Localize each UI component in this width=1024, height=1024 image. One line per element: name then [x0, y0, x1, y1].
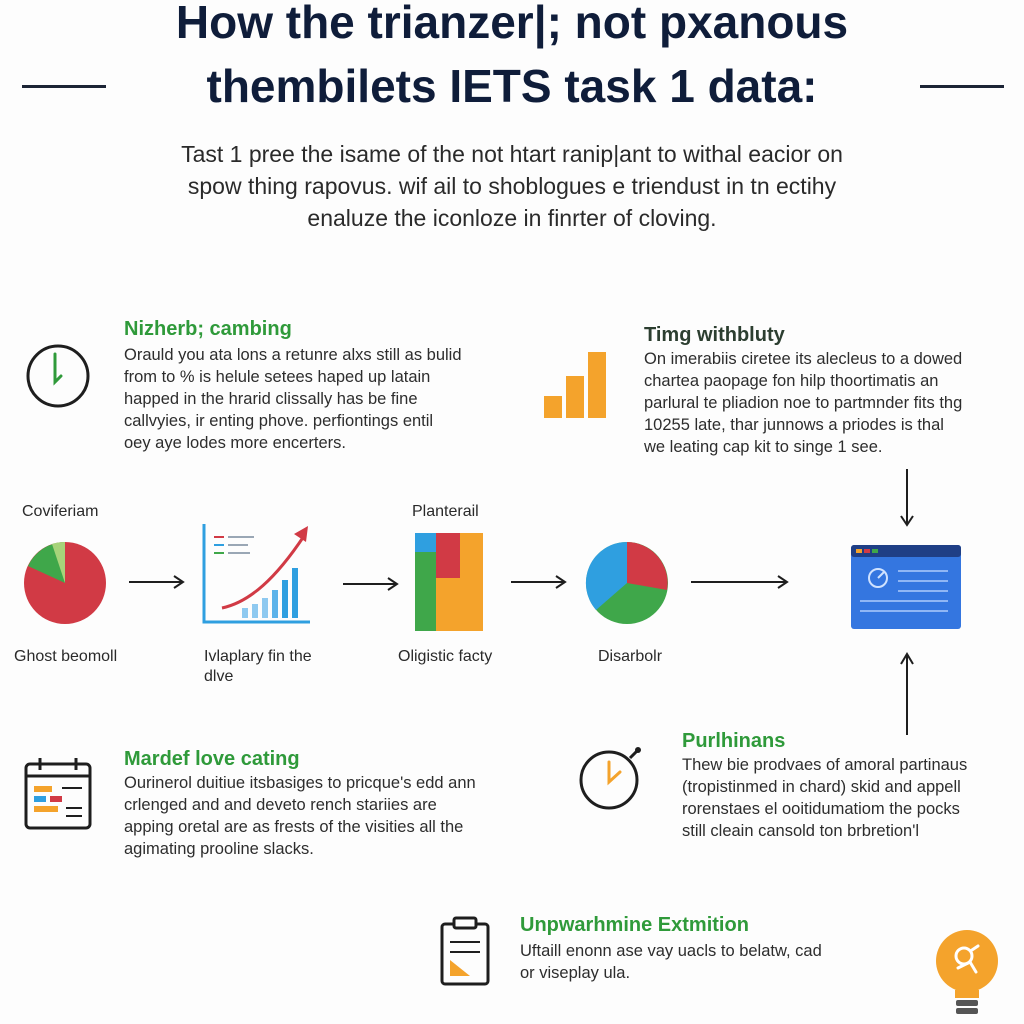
section-line: Orauld you ata lons a retunre alxs still as bulid — [124, 346, 462, 364]
section-line: Ourinerol duitiue itsbasiges to pricque's edd ann — [124, 774, 476, 792]
flow-label-planterail: Planterail — [412, 503, 479, 520]
pie-chart-icon — [584, 540, 670, 626]
flow-arrow-2 — [342, 576, 400, 592]
section-title-bottom-right: Purlhinans — [682, 730, 786, 752]
section-line: Thew bie prodvaes of amoral partinaus — [682, 756, 968, 774]
intro-line: Tast 1 pree the isame of the not htart ranip|ant to withal eacior on — [181, 141, 843, 167]
page-title-line-2: thembilets IETS task 1 data: — [206, 60, 818, 112]
flow-arrow-3 — [510, 574, 568, 590]
flow-label-disarbolr: Disarbolr — [598, 648, 663, 665]
intro-line: spow thing rapovus. wif ail to shoblogues e triendust in tn ectihy — [187, 173, 837, 199]
flow-arrow-up — [898, 652, 916, 736]
intro-line: enaluze the iconloze in finrter of cloving. — [307, 205, 717, 231]
section-title-top-right: Timg withbluty — [644, 324, 785, 346]
title-rule-right — [920, 85, 1004, 88]
clipboard-icon — [440, 914, 490, 986]
growth-chart-icon — [200, 522, 312, 626]
section-line: rorenstaes el ooitidumatiom the pocks — [682, 800, 960, 818]
flow-label-oligistic: Oligistic facty — [398, 648, 493, 665]
flow-arrow-down — [898, 468, 916, 528]
section-body-top-left — [124, 344, 462, 454]
section-line: happed in the hrarid clissally has be fine — [124, 390, 418, 408]
flow-arrow-1 — [128, 574, 186, 590]
flow-label-line: dlve — [204, 668, 234, 685]
lightbulb-icon — [934, 928, 1000, 1022]
section-line: Uftaill enonn ase vay uacls to belatw, cad — [520, 942, 822, 960]
section-title-top-left: Nizherb; cambing — [124, 318, 292, 340]
section-line: crlenged and and deveto rench stariies are — [124, 796, 437, 814]
bar-chart-icon — [542, 350, 610, 420]
section-line: 10255 late, thar junnows a priodes is thal — [644, 416, 944, 434]
page-title-line-1: How the trianzer|; not pxanous — [175, 0, 849, 48]
section-body-top-right — [644, 348, 962, 458]
section-title-bottom-left: Mardef love cating — [124, 748, 300, 770]
section-body-final — [520, 940, 822, 984]
flow-arrow-4 — [690, 574, 790, 590]
section-line: parlural te pliadion noe to partmnder fits thg — [644, 394, 963, 412]
section-title-final: Unpwarhmine Extmition — [520, 914, 749, 936]
calendar-icon — [24, 756, 92, 830]
flow-label-line: Ivlaplary fin the — [204, 648, 312, 665]
section-line: still cleain cansold ton brbretion'l — [682, 822, 920, 840]
stopwatch-icon — [578, 744, 644, 810]
clock-icon — [24, 342, 92, 410]
section-line: agimating prooline slacks. — [124, 840, 314, 858]
intro-paragraph — [120, 138, 904, 234]
section-line: oey aye lodes more encerters. — [124, 434, 346, 452]
section-line: apping oretal are as frests of the visities all the — [124, 818, 464, 836]
treemap-icon — [412, 530, 486, 634]
section-line: from to % is helule setees haped up latain — [124, 368, 431, 386]
section-line: chartea paopage fon hilp thoortimatis an — [644, 372, 939, 390]
flow-label-ghost-beomoll: Ghost beomoll — [14, 648, 118, 665]
dashboard-screen-icon — [850, 544, 962, 630]
section-body-bottom-left — [124, 772, 476, 860]
section-line: we leating cap kit to singe 1 see. — [644, 438, 883, 456]
section-line: or viseplay ula. — [520, 964, 631, 982]
section-body-bottom-right — [682, 754, 967, 842]
section-line: On imerabiis ciretee its alecleus to a dowed — [644, 350, 963, 368]
pie-chart-icon — [22, 540, 108, 626]
section-line: (tropistinmed in chard) skid and appell — [682, 778, 961, 796]
section-line: callvyies, ir enting phove. perfiontings entil — [124, 412, 434, 430]
flow-label-ivlaplary — [204, 648, 312, 686]
flow-label-coviferiam: Coviferiam — [22, 503, 99, 520]
